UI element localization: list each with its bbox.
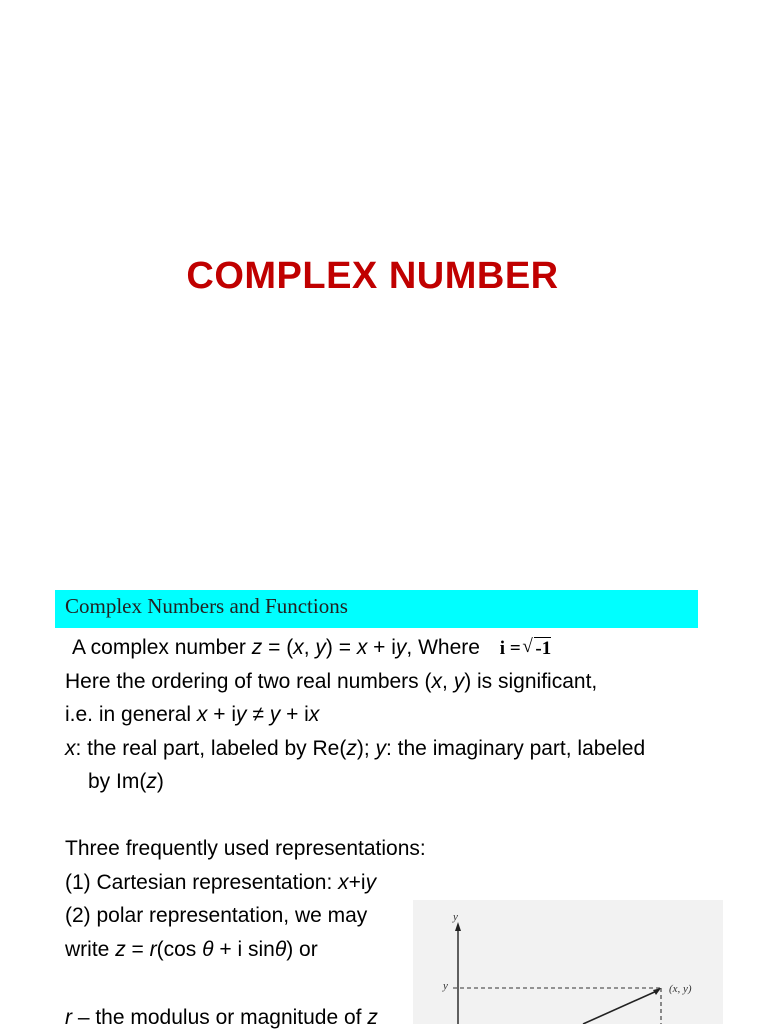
imaginary-unit-formula: i = √ -1 xyxy=(500,638,551,659)
cartesian-line: (1) Cartesian representation: x+iy xyxy=(65,871,377,894)
section-banner xyxy=(55,590,698,628)
radius-arrow-icon xyxy=(653,988,661,995)
ordering-line: Here the ordering of two real numbers (x, y) is significant, xyxy=(65,670,598,693)
definition-line: A complex number z = (x, y) = x + iy, Where i = √ -1 xyxy=(72,633,551,664)
section-banner-label: Complex Numbers and Functions xyxy=(65,594,348,618)
complex-plane-svg xyxy=(413,900,723,1024)
y-axis-arrow-icon xyxy=(455,922,461,931)
inequality-line: i.e. in general x + iy ≠ y + ix xyxy=(65,703,320,726)
y-mark-label: y xyxy=(443,980,448,992)
polar-formula-line: write z = r(cos θ + i sinθ) or xyxy=(65,938,318,961)
real-imag-part-line: x: the real part, labeled by Re(z); y: the imaginary part, labeled xyxy=(65,737,646,760)
y-axis-label: y xyxy=(453,911,458,923)
slide-title: COMPLEX NUMBER xyxy=(186,255,559,297)
representations-heading: Three frequently used representations: xyxy=(65,837,426,860)
complex-plane-diagram xyxy=(413,900,723,1024)
radius-vector xyxy=(583,990,659,1024)
sqrt-symbol: √ -1 xyxy=(525,634,551,664)
point-label: (x, y) xyxy=(669,983,692,995)
polar-line: (2) polar representation, we may xyxy=(65,904,368,927)
modulus-line: r – the modulus or magnitude of z xyxy=(65,1006,378,1029)
real-imag-part-line-cont: by Im(z) xyxy=(88,770,164,793)
